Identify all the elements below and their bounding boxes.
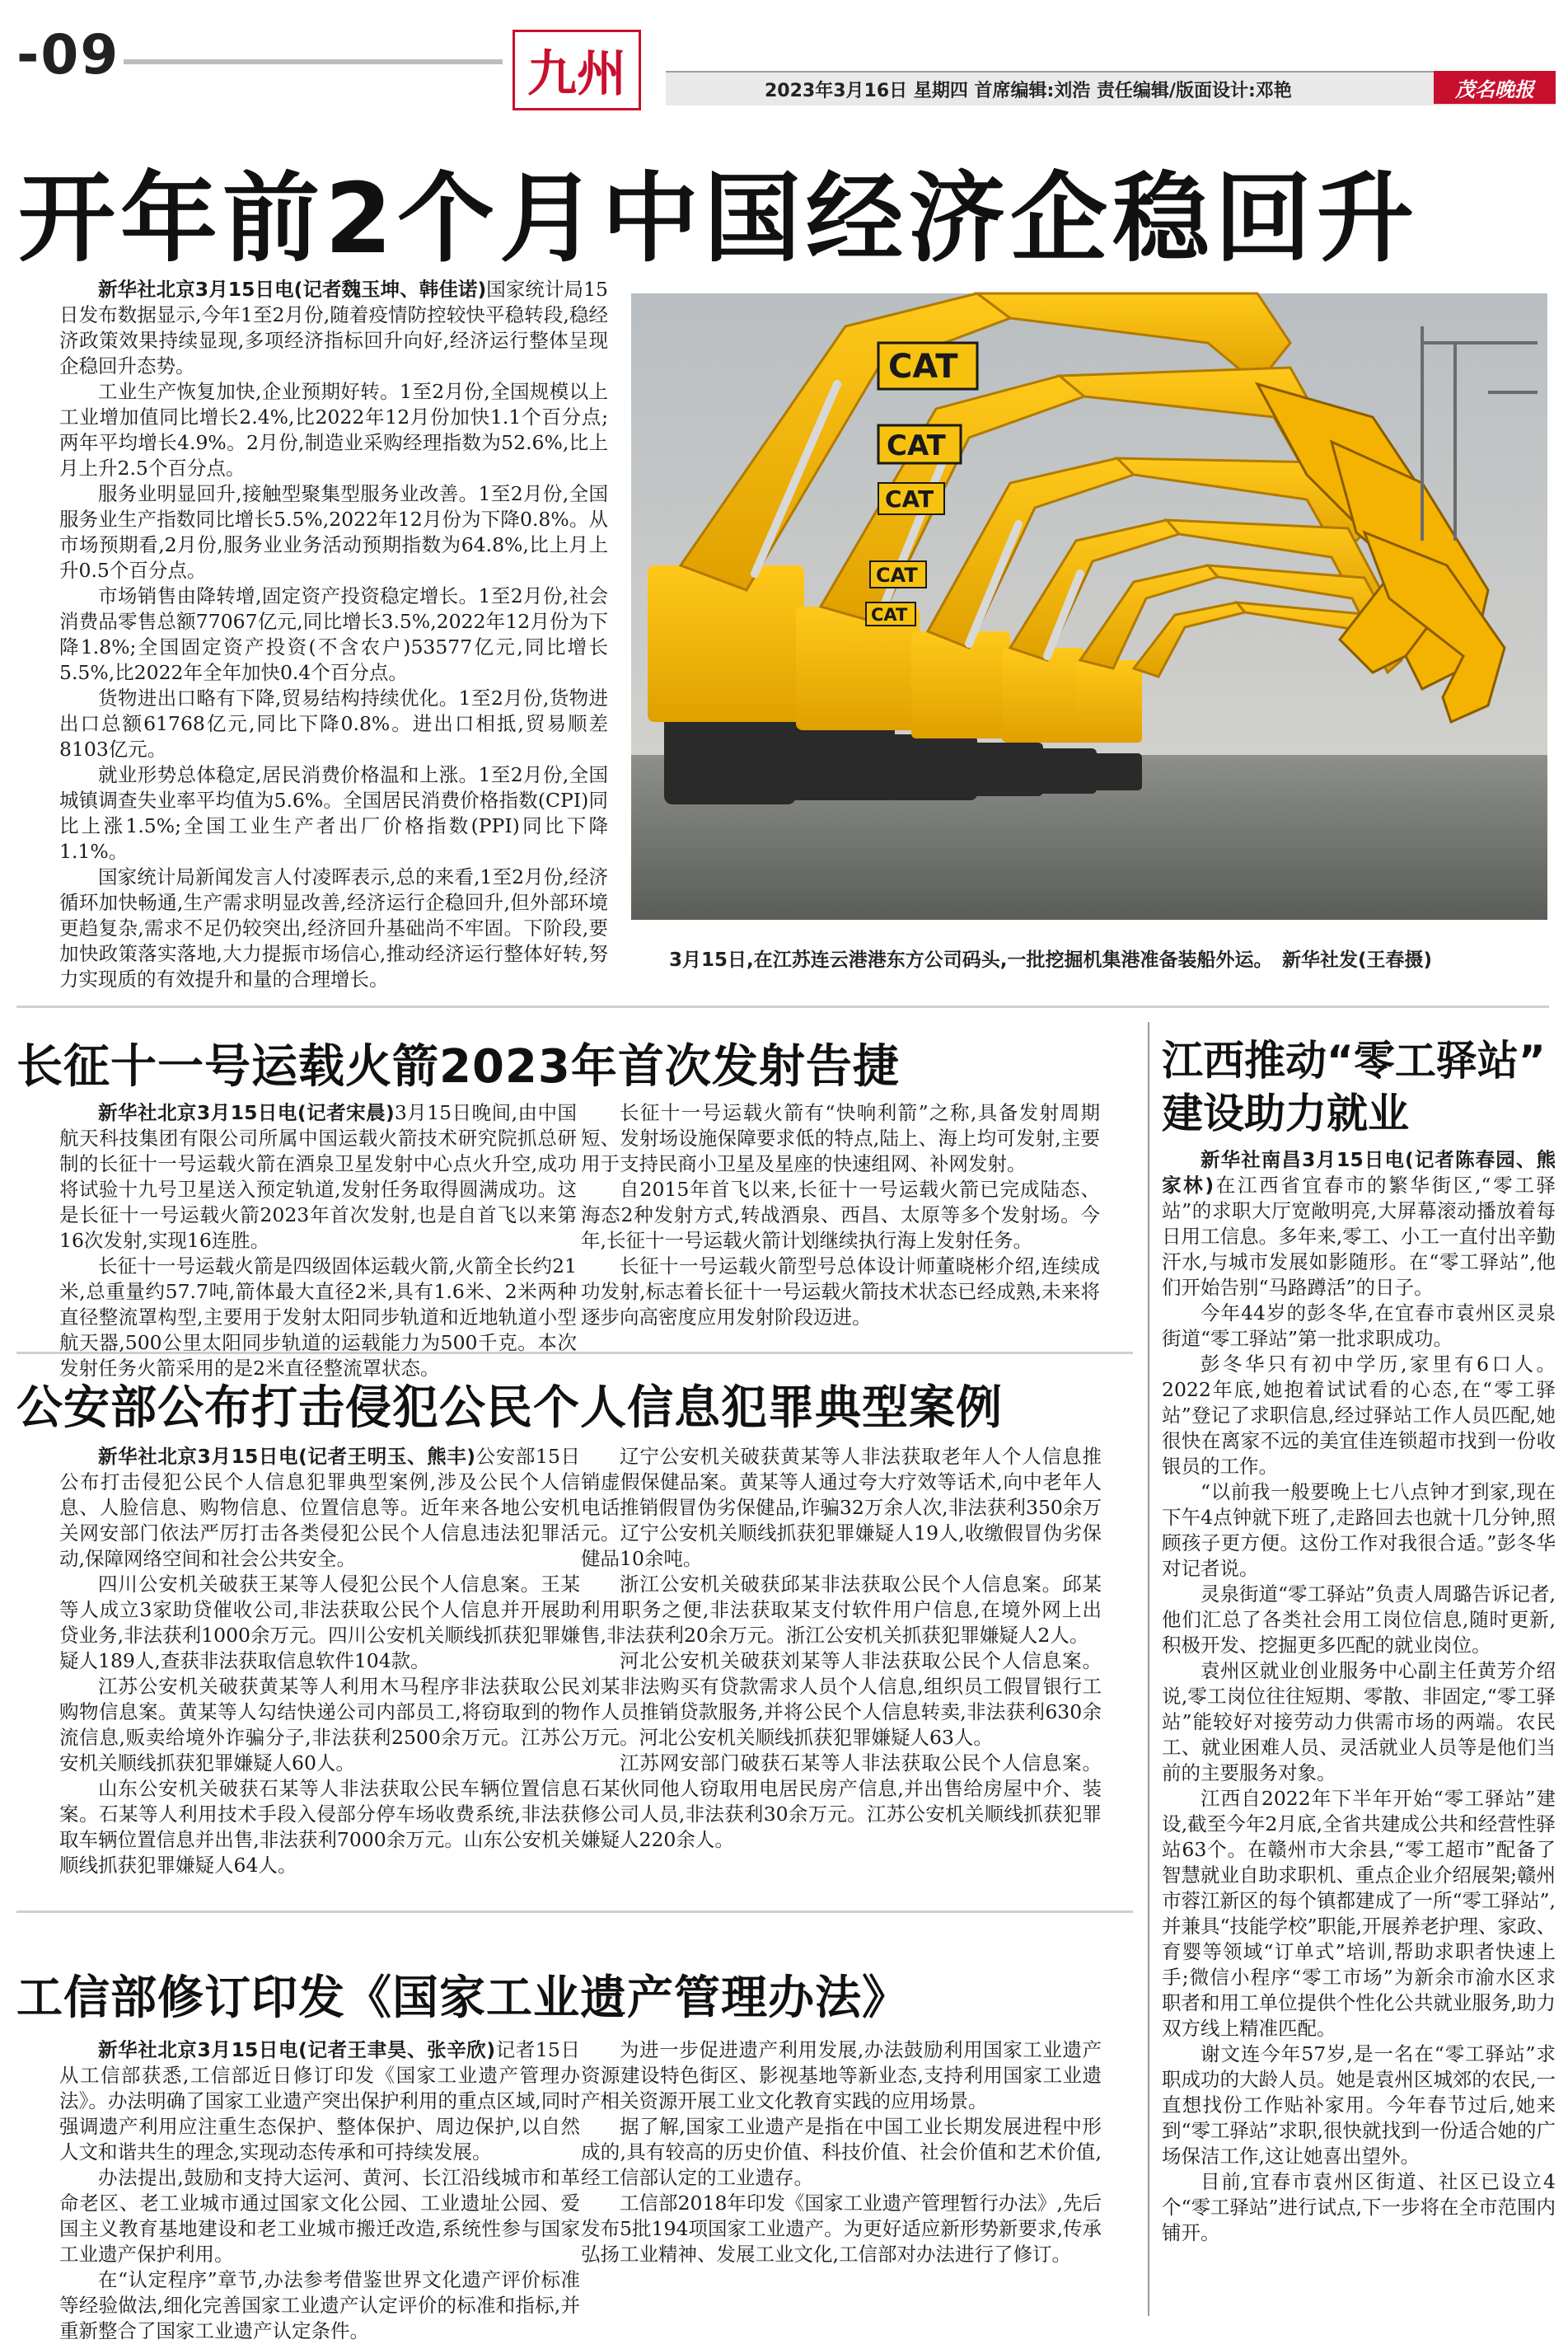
story4-column-right: [581, 2037, 1102, 2322]
sidebar-headline-line2: 建设助力就业: [1162, 1090, 1409, 1137]
divider: [16, 1910, 1133, 1913]
cat-badge: CAT: [871, 605, 908, 625]
story2-column-right: [581, 1100, 1100, 1348]
sidebar-paragraph: 今年44岁的彭冬华,在宜春市袁州区灵泉街道“零工驿站”第一批求职成功。: [1162, 1301, 1556, 1350]
dateline: 2023年3月16日 星期四 首席编辑:刘浩 责任编辑/版面设计:邓艳: [765, 80, 1292, 101]
lead-paragraph: 就业形势总体稳定,居民消费价格温和上涨。1至2月份,全国城镇调查失业率平均值为5.6%。全国居民消费价格指数(CPI)同比上涨1.5%;全国工业生产者出厂价格指数(PPI)同比下降1.1%。: [59, 763, 608, 863]
dateline-bar: [666, 71, 1556, 105]
story3-column-right: [581, 1444, 1102, 1906]
sidebar-headline: [1162, 1034, 1557, 1140]
story3-byline: 新华社北京3月15日电(记者王明玉、熊丰): [98, 1445, 476, 1468]
story4-paragraph: 在“认定程序”章节,办法参考借鉴世界文化遗产评价标准等经验做法,细化完善国家工业遗产认定评价的标准和指标,并重新整合了国家工业遗产认定条件。: [59, 2268, 580, 2342]
cat-badge: CAT: [887, 429, 946, 462]
excavators-illustration: [631, 293, 1547, 920]
story3-paragraph: 四川公安机关破获王某等人侵犯公民个人信息案。王某等人成立3家助贷催收公司,非法获取公民个人信息并开展助贷业务,非法获利1000余万元。四川公安机关顺线抓获犯罪嫌疑人189人,查获非法获取信息软件104款。: [59, 1573, 580, 1672]
story2-byline: 新华社北京3月15日电(记者宋晨): [98, 1101, 395, 1124]
story3-paragraph: 山东公安机关破获石某等人非法获取公民车辆位置信息案。石某等人利用技术手段入侵部分停车场收费系统,非法获取车辆位置信息并出售,非法获利7000余万元。山东公安机关顺线抓获犯罪嫌疑人64人。: [59, 1777, 580, 1877]
story3-paragraph: 浙江公安机关破获邱某非法获取公民个人信息案。邱某利用职务之便,非法获取某支付软件用户信息,在境外网上出售,非法获利20余万元。浙江公安机关抓获犯罪嫌疑人2人。: [581, 1573, 1102, 1647]
story3-paragraph: 辽宁公安机关破获黄某等人非法获取老年人个人信息推销虚假保健品案。黄某等人通过夸大疗效等话术,向中老年人电话推销假冒伪劣保健品,诈骗32万余人次,非法获利350余万元。辽宁公安机关顺线抓获犯罪嫌疑人19人,收缴假冒伪劣保健品10余吨。: [581, 1445, 1102, 1570]
cat-badge: CAT: [885, 485, 934, 513]
story3-paragraph: 江苏网安部门破获石某等人非法获取公民个人信息案。石某伙同他人窃取用电居民房产信息,并出售给房屋中介、装修公司人员,非法获利30余万元。江苏公安机关顺线抓获犯罪嫌疑人220余人。: [581, 1751, 1102, 1851]
cat-badge: CAT: [888, 348, 958, 386]
story2-headline: 长征十一号运载火箭2023年首次发射告捷: [16, 1040, 900, 1094]
header-rule: [124, 59, 503, 64]
lead-headline: 开年前2个月中国经济企稳回升: [18, 162, 1420, 275]
lead-paragraph: 货物进出口略有下降,贸易结构持续优化。1至2月份,货物进出口总额61768亿元,同比下降0.8%。进出口相抵,贸易顺差8103亿元。: [59, 687, 608, 761]
column-divider: [1148, 1022, 1149, 2316]
sidebar-headline-line1: 江西推动“零工驿站”: [1162, 1037, 1546, 1085]
sidebar-paragraph: “以前我一般要晚上七八点钟才到家,现在下午4点钟就下班了,走路回去也就十几分钟,照顾孩子更方便。这份工作对我很合适。”彭冬华对记者说。: [1162, 1480, 1556, 1580]
story3-column-left: 新华社北京3月15日电(记者王明玉、熊丰)公安部15日公布打击侵犯公民个人信息犯罪典型案例,涉及公民个人信息、人脸信息、购物信息、位置信息等。近年来各地公安机关网安部门依法严厉打击各类侵犯公民个人信息违法犯罪活动,保障网络空间和社会公共安全。 四川公安机关破获王某等人侵犯公民个人信息案。王某等人成立3家助贷催收公司,非法获取公民个人信息并开展助贷业务,非法获利1000余万元。四川公安机关顺线抓获犯罪嫌疑人189人,查获非法获取信息软件104款。 江苏公安机关破获黄某等人利用木马程序非法获取公民购物信息案。黄某等人勾结快递公司内部员工,将窃取到的物流信息,贩卖给境外诈骗分子,非法获利2500余万元。江苏公安机关顺线抓获犯罪嫌疑人60人。 山东公安机关破获石某等人非法获取公民车辆位置信息案。石某等人利用技术手段入侵部分停车场收费系统,非法获取车辆位置信息并出售,非法获利7000余万元。山东公安机关顺线抓获犯罪嫌疑人64人。: [59, 1445, 580, 1877]
story3-paragraph: 江苏公安机关破获黄某等人利用木马程序非法获取公民购物信息案。黄某等人勾结快递公司内部员工,将窃取到的物流信息,贩卖给境外诈骗分子,非法获利2500余万元。江苏公安机关顺线抓获犯罪嫌疑人60人。: [59, 1675, 580, 1774]
story4-column-left: 新华社北京3月15日电(记者王聿昊、张辛欣)记者15日从工信部获悉,工信部近日修订印发《国家工业遗产管理办法》。办法明确了国家工业遗产突出保护利用的重点区域,同时强调遗产利用应注重生态保护、整体保护、周边保护,以自然人文和谐共生的理念,实现动态传承和可持续发展。 办法提出,鼓励和支持大运河、黄河、长江沿线城市和革命老区、老工业城市通过国家文化公园、工业遗址公园、爱国主义教育基地建设和老工业城市搬迁改造,系统性参与国家工业遗产保护利用。 在“认定程序”章节,办法参考借鉴世界文化遗产评价标准等经验做法,细化完善国家工业遗产认定评价的标准和指标,并重新整合了国家工业遗产认定条件。: [59, 2038, 580, 2342]
story2-paragraph: 自2015年首飞以来,长征十一号运载火箭已完成陆态、海态2种发射方式,转战酒泉、西昌、太原等多个发射场。今年,长征十一号运载火箭计划继续执行海上发射任务。: [581, 1178, 1100, 1252]
story3-headline: 公安部公布打击侵犯公民个人信息犯罪典型案例: [16, 1381, 1003, 1435]
sidebar-paragraph: 彭冬华只有初中学历,家里有6口人。2022年底,她抱着试试看的心态,在“零工驿站”登记了求职信息,经过驿站工作人员匹配,她很快在离家不远的美宜佳连锁超市找到一份收银员的工作。: [1162, 1352, 1556, 1478]
lead-paragraph: 市场销售由降转增,固定资产投资稳定增长。1至2月份,社会消费品零售总额77067亿元,同比增长3.5%,2022年12月份为下降1.8%;全国固定资产投资(不含农户)53577亿元,同比增长5.5%,比2022年全年加快0.4个百分点。: [59, 584, 608, 684]
sidebar-byline: 新华社南昌3月15日电(记者陈春园、熊家林): [1162, 1148, 1556, 1197]
story4-paragraph: 工信部2018年印发《国家工业遗产管理暂行办法》,先后发布5批194项国家工业遗产。为更好适应新形势新要求,传承弘扬工业精神、发展工业文化,工信部对办法进行了修订。: [581, 2192, 1102, 2266]
lead-paragraph: 国家统计局新闻发言人付凌晖表示,总的来看,1至2月份,经济循环加快畅通,生产需求明显改善,经济运行企稳回升,但外部环境更趋复杂,需求不足仍较突出,经济回升基础尚不牢固。下阶段,要加快政策落实落地,大力提振市场信心,推动经济运行整体好转,努力实现质的有效提升和量的合理增长。: [59, 865, 608, 991]
story4-paragraph: 据了解,国家工业遗产是指在中国工业长期发展进程中形成的,具有较高的历史价值、科技价值、社会价值和艺术价值,经工信部认定的工业遗存。: [581, 2115, 1102, 2189]
story2-paragraph: 长征十一号运载火箭有“快响利箭”之称,具备发射周期短、发射场设施保障要求低的特点,陆上、海上均可发射,主要用于支持民商小卫星及星座的快速组网、补网发射。: [581, 1101, 1100, 1175]
sidebar-paragraph: 目前,宜春市袁州区街道、社区已设立4个“零工驿站”进行试点,下一步将在全市范围内铺开。: [1162, 2170, 1556, 2244]
story2-paragraph: 长征十一号运载火箭型号总体设计师董晓彬介绍,连续成功发射,标志着长征十一号运载火箭技术状态已经成熟,未来将逐步向高密度应用发射阶段迈进。: [581, 1254, 1100, 1329]
story2-column-left: 新华社北京3月15日电(记者宋晨)3月15日晚间,由中国航天科技集团有限公司所属中国运载火箭技术研究院抓总研制的长征十一号运载火箭在酒泉卫星发射中心点火升空,成功将试验十九号卫星送入预定轨道,发射任务取得圆满成功。这是长征十一号运载火箭2023年首次发射,也是自首飞以来第16次发射,实现16连胜。 长征十一号运载火箭是四级固体运载火箭,火箭全长约21米,总重量约57.7吨,箭体最大直径2米,具有1.6米、2米两种直径整流罩构型,主要用于发射太阳同步轨道和近地轨道小型航天器,500公里太阳同步轨道的运载能力为500千克。本次发射任务火箭采用的是2米直径整流罩状态。: [59, 1101, 577, 1380]
story4-headline: 工信部修订印发《国家工业遗产管理办法》: [16, 1971, 909, 2025]
story4-paragraph: 办法提出,鼓励和支持大运河、黄河、长江沿线城市和革命老区、老工业城市通过国家文化公园、工业遗址公园、爱国主义教育基地建设和老工业城市搬迁改造,系统性参与国家工业遗产保护利用。: [59, 2166, 580, 2266]
sidebar-paragraph: 江西自2022年下半年开始“零工驿站”建设,截至今年2月底,全省共建成公共和经营性驿站63个。在赣州市大余县,“零工超市”配备了智慧就业自助求职机、重点企业介绍展架;赣州市蓉江新区的每个镇都建成了一所“零工驿站”,并兼具“技能学校”职能,开展养老护理、家政、育婴等领域“订单式”培训,帮助求职者快速上手;微信小程序“零工市场”为新余市渝水区求职者和用工单位提供个性化公共就业服务,助力双方线上精准匹配。: [1162, 1787, 1556, 2040]
story4-byline: 新华社北京3月15日电(记者王聿昊、张辛欣): [98, 2038, 496, 2061]
story2-paragraph: 长征十一号运载火箭是四级固体运载火箭,火箭全长约21米,总重量约57.7吨,箭体最大直径2米,具有1.6米、2米两种直径整流罩构型,主要用于发射太阳同步轨道和近地轨道小型航天器,500公里太阳同步轨道的运载能力为500千克。本次发射任务火箭采用的是2米直径整流罩状态。: [59, 1254, 577, 1380]
lead-story-body: 新华社北京3月15日电(记者魏玉坤、韩佳诺)国家统计局15日发布数据显示,今年1至2月份,随着疫情防控较快平稳转段,稳经济政策效果持续显现,多项经济指标回升向好,经济运行整体呈现企稳回升态势。 工业生产恢复加快,企业预期好转。1至2月份,全国规模以上工业增加值同比增长2.4%,比2022年12月份加快1.1个百分点;两年平均增长4.9%。2月份,制造业采购经理指数为52.6%,比上月上升2.5个百分点。 服务业明显回升,接触型聚集型服务业改善。1至2月份,全国服务业生产指数同比增长5.5%,2022年12月份为下降0.8%。从市场预期看,2月份,服务业业务活动预期指数为64.8%,比上月上升0.5个百分点。 市场销售由降转增,固定资产投资稳定增长。1至2月份,社会消费品零售总额77067亿元,同比增长3.5%,2022年12月份为下降1.8%;全国固定资产投资(不含农户)53577亿元,同比增长5.5%,比2022年全年加快0.4个百分点。 货物进出口略有下降,贸易结构持续优化。1至2月份,货物进出口总额61768亿元,同比下降0.8%。进出口相抵,贸易顺差8103亿元。 就业形势总体稳定,居民消费价格温和上涨。1至2月份,全国城镇调查失业率平均值为5.6%。全国居民消费价格指数(CPI)同比上涨1.5%;全国工业生产者出厂价格指数(PPI)同比下降1.1%。 国家统计局新闻发言人付凌晖表示,总的来看,1至2月份,经济循环加快畅通,生产需求明显改善,经济运行企稳回升,但外部环境更趋复杂,需求不足仍较突出,经济回升基础尚不牢固。下阶段,要加快政策落实落地,大力提振市场信心,推动经济运行整体好转,努力实现质的有效提升和量的合理增长。: [59, 278, 608, 991]
excavators-photo: [631, 293, 1547, 920]
lead-paragraph: 工业生产恢复加快,企业预期好转。1至2月份,全国规模以上工业增加值同比增长2.4%,比2022年12月份加快1.1个百分点;两年平均增长4.9%。2月份,制造业采购经理指数为52.6%,比上月上升2.5个百分点。: [59, 380, 608, 480]
lead-paragraph: 服务业明显回升,接触型聚集型服务业改善。1至2月份,全国服务业生产指数同比增长5.5%,2022年12月份为下降0.8%。从市场预期看,2月份,服务业业务活动预期指数为64.8%,比上月上升0.5个百分点。: [59, 482, 608, 582]
story3-paragraph: 河北公安机关破获刘某等人非法获取公民个人信息案。刘某非法购买有贷款需求人员个人信息,组织员工假冒银行工作人员推销贷款服务,并将公民个人信息转卖,非法获利630余万元。河北公安机关顺线抓获犯罪嫌疑人63人。: [581, 1649, 1102, 1749]
story4-paragraph: 为进一步促进遗产利用发展,办法鼓励利用国家工业遗产资源建设特色街区、影视基地等新业态,支持利用国家工业遗产相关资源开展工业文化教育实践的应用场景。: [581, 2038, 1102, 2112]
lead-byline: 新华社北京3月15日电(记者魏玉坤、韩佳诺): [98, 278, 487, 301]
cat-badge: CAT: [876, 564, 918, 587]
sidebar-paragraph: 灵泉街道“零工驿站”负责人周璐告诉记者,他们汇总了各类社会用工岗位信息,随时更新,积极开发、挖掘更多匹配的就业岗位。: [1162, 1582, 1556, 1657]
divider: [16, 1006, 1549, 1008]
sidebar-paragraph: 谢文连今年57岁,是一名在“零工驿站”求职成功的大龄人员。她是袁州区城郊的农民,一直想找份工作贴补家用。今年春节过后,她来到“零工驿站”求职,很快就找到一份适合她的广场保洁工作,这让她喜出望外。: [1162, 2042, 1556, 2168]
sidebar-story-body: 新华社南昌3月15日电(记者陈春园、熊家林)在江西省宜春市的繁华街区,“零工驿站”的求职大厅宽敞明亮,大屏幕滚动播放着每日用工信息。多年来,零工、小工一直付出辛勤汗水,与城市发展如影随形。在“零工驿站”,他们开始告别“马路蹲活”的日子。 今年44岁的彭冬华,在宜春市袁州区灵泉街道“零工驿站”第一批求职成功。 彭冬华只有初中学历,家里有6口人。2022年底,她抱着试试看的心态,在“零工驿站”登记了求职信息,经过驿站工作人员匹配,她很快在离家不远的美宜佳连锁超市找到一份收银员的工作。 “以前我一般要晚上七八点钟才到家,现在下午4点钟就下班了,走路回去也就十几分钟,照顾孩子更方便。这份工作对我很合适。”彭冬华对记者说。 灵泉街道“零工驿站”负责人周璐告诉记者,他们汇总了各类社会用工岗位信息,随时更新,积极开发、挖掘更多匹配的就业岗位。 袁州区就业创业服务中心副主任黄芳介绍说,零工岗位往往短期、零散、非固定,“零工驿站”能较好对接劳动力供需市场的两端。农民工、就业困难人员、灵活就业人员等是他们当前的主要服务对象。 江西自2022年下半年开始“零工驿站”建设,截至今年2月底,全省共建成公共和经营性驿站63个。在赣州市大余县,“零工超市”配备了智慧就业自助求职机、重点企业介绍展架;赣州市蓉江新区的每个镇都建成了一所“零工驿站”,并兼具“技能学校”职能,开展养老护理、家政、育婴等领域“订单式”培训,帮助求职者快速上手;微信小程序“零工市场”为新余市渝水区求职者和用工单位提供个性化公共就业服务,助力双方线上精准匹配。 谢文连今年57岁,是一名在“零工驿站”求职成功的大龄人员。她是袁州区城郊的农民,一直想找份工作贴补家用。今年春节过后,她来到“零工驿站”求职,很快就找到一份适合她的广场保洁工作,这让她喜出望外。 目前,宜春市袁州区街道、社区已设立4个“零工驿站”进行试点,下一步将在全市范围内铺开。: [1162, 1148, 1556, 2244]
paper-logo: 茂名晚报: [1434, 71, 1556, 104]
page-number: -09: [16, 23, 120, 87]
sidebar-paragraph: 袁州区就业创业服务中心副主任黄芳介绍说,零工岗位往往短期、零散、非固定,“零工驿站”能较好对接劳动力供需市场的两端。农民工、就业困难人员、灵活就业人员等是他们当前的主要服务对象。: [1162, 1659, 1556, 1784]
photo-caption: 3月15日,在江苏连云港港东方公司码头,一批挖掘机集港准备装船外运。 新华社发(王春摄): [669, 949, 1433, 971]
section-name: 九州: [513, 30, 641, 110]
